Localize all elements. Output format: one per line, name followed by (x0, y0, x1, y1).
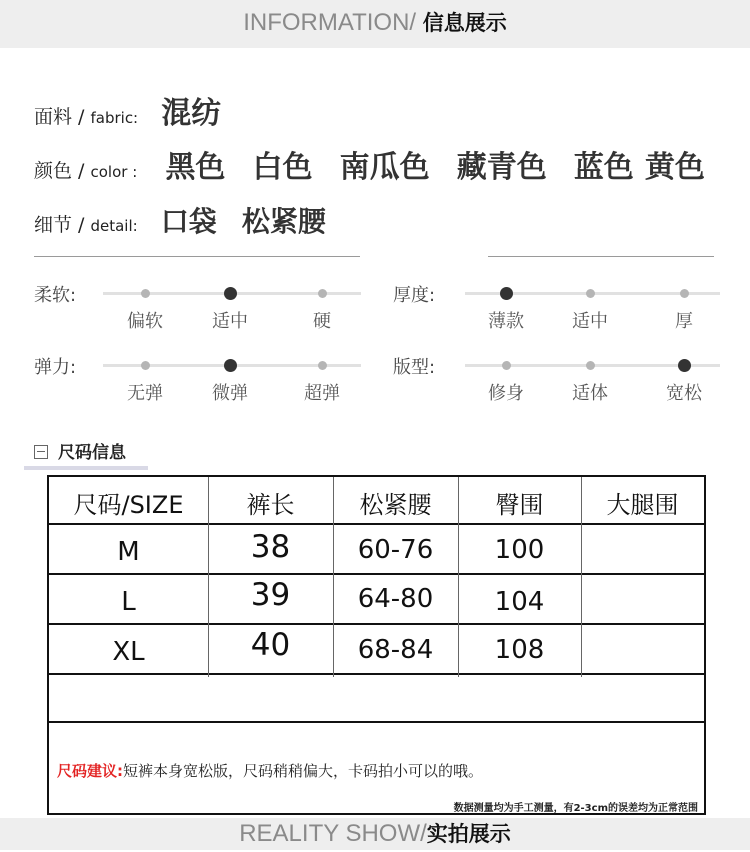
attribute-dot (502, 361, 511, 370)
color-option: 南瓜色 (339, 150, 430, 185)
table-cell-hip: 100 (494, 535, 545, 565)
table-icon (34, 445, 48, 459)
color-option: 蓝色 (573, 150, 634, 185)
footer-title-en: REALITY SHOW/ (239, 820, 427, 847)
table-header-waist: 松紧腰 (359, 491, 432, 519)
table-header-length: 裤长 (246, 491, 295, 519)
detail-row (34, 200, 326, 240)
attribute-label: 版型: (393, 357, 436, 378)
attribute-dot (586, 361, 595, 370)
attribute-selected-dot (678, 359, 691, 372)
detail-value: 口袋 (160, 205, 217, 238)
fabric-row (34, 88, 221, 132)
table-header-thigh: 大腿围 (606, 491, 679, 519)
attribute-dot (586, 289, 595, 298)
attribute-option: 适中 (572, 311, 608, 332)
attribute-dot (141, 289, 150, 298)
fabric-label: 面料 / fabric: (34, 106, 139, 128)
attribute-dot (680, 289, 689, 298)
size-advice-text: 短裤本身宽松版，尺码稍稍偏大，卡码拍小可以的哦。 (123, 762, 484, 780)
heading-underline (24, 466, 148, 470)
attribute-selected-dot (224, 359, 237, 372)
banner-title-cn: 信息展示 (422, 11, 507, 35)
color-option: 白色 (252, 150, 313, 185)
information-banner (0, 0, 750, 48)
table-cell-hip: 104 (494, 587, 545, 617)
attribute-option: 适中 (212, 311, 248, 332)
color-row (34, 142, 727, 186)
attribute-label: 柔软: (34, 285, 77, 306)
measurement-note: 数据测量均为手工测量，有2-3cm的误差均为正常范围 (453, 803, 698, 814)
table-cell-size: XL (112, 637, 145, 667)
table-cell-length: 40 (250, 627, 291, 663)
table-cell-waist: 60-76 (357, 535, 434, 565)
table-cell-size: M (117, 537, 140, 567)
color-option: 黄色 (644, 150, 705, 185)
attribute-option: 偏软 (127, 311, 163, 332)
attribute-option: 硬 (313, 311, 331, 332)
size-advice (57, 760, 483, 781)
attribute-label: 弹力: (34, 357, 77, 378)
divider-left (34, 256, 360, 257)
attribute-selected-dot (500, 287, 513, 300)
attribute-selected-dot (224, 287, 237, 300)
attribute-label: 厚度: (393, 285, 436, 306)
fabric-value: 混纺 (161, 96, 222, 131)
detail-label: 细节 / detail: (34, 214, 138, 236)
reality-show-banner (0, 818, 750, 850)
attribute-option: 微弹 (212, 383, 248, 404)
attribute-option: 修身 (488, 383, 524, 404)
size-info-heading: 尺码信息 (34, 438, 126, 463)
table-header-hip: 臀围 (495, 491, 544, 519)
table-cell-hip: 108 (494, 635, 545, 665)
attribute-option: 超弹 (304, 383, 340, 404)
color-option: 藏青色 (456, 150, 547, 185)
table-cell-size: L (121, 587, 136, 617)
table-cell-length: 39 (250, 577, 291, 613)
table-header-size: 尺码/SIZE (73, 491, 184, 519)
banner-title-en: INFORMATION/ (243, 9, 423, 36)
attribute-option: 厚 (675, 311, 693, 332)
attribute-option: 薄款 (488, 311, 524, 332)
footer-title-cn: 实拍展示 (426, 822, 511, 846)
attribute-option: 无弹 (127, 383, 163, 404)
attribute-option: 宽松 (666, 383, 702, 404)
table-cell-length: 38 (250, 529, 291, 565)
color-option: 黑色 (165, 150, 226, 185)
size-table (47, 475, 706, 815)
detail-value: 松紧腰 (241, 205, 326, 238)
color-label: 颜色 / color : (34, 160, 138, 182)
table-cell-waist: 64-80 (357, 584, 434, 614)
attribute-dot (318, 361, 327, 370)
attribute-dot (318, 289, 327, 298)
attribute-dot (141, 361, 150, 370)
table-cell-waist: 68-84 (357, 635, 434, 665)
divider-right (488, 256, 714, 257)
size-advice-label: 尺码建议: (57, 762, 123, 780)
attribute-option: 适体 (572, 383, 608, 404)
